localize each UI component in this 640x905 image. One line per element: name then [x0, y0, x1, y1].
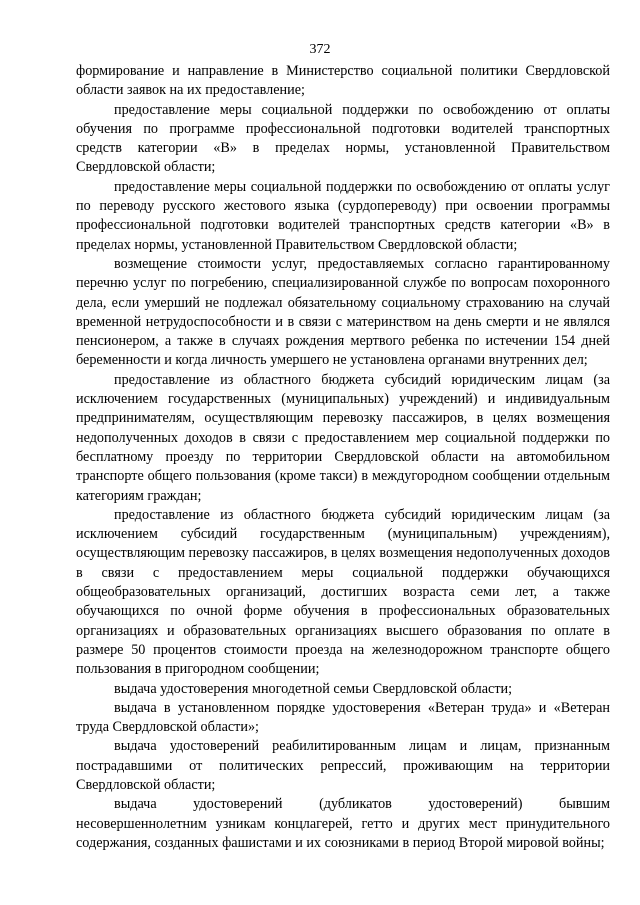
paragraph: предоставление меры социальной поддержки по освобождению от оплаты обучения по программе профессиональной подготовки водителей транспортных средств категории «В» в пределах нормы, установленной Правительством Свердловской области;: [76, 101, 610, 176]
paragraph: предоставление из областного бюджета субсидий юридическим лицам (за исключением государственных (муниципальных) учреждений) и индивидуальным предпринимателям, осуществляющим перевозку пассажиров, в целях возмещения недополученных доходов в связи с предоставлением мер социальной поддержки по бесплатному проезду по территории Свердловской области на автомобильном транспорте общего пользования (кроме такси) в междугородном сообщении отдельным категориям граждан;: [76, 371, 610, 504]
paragraph: выдача удостоверения многодетной семьи Свердловской области;: [114, 680, 513, 697]
paragraph: выдача в установленном порядке удостоверения «Ветеран труда» и «Ветеран труда Свердловской области»;: [76, 699, 610, 736]
paragraph: предоставление меры социальной поддержки по освобождению от оплаты услуг по переводу русского жестового языка (сурдопереводу) при освоении программы профессиональной подготовки водителей транспортных средств категории «В» в пределах нормы, установленной Правительством Свердловской области;: [76, 178, 610, 253]
document-body: [76, 62, 610, 853]
paragraph: возмещение стоимости услуг, предоставляемых согласно гарантированному перечню услуг по погребению, специализированной службе по вопросам похоронного дела, если умерший не подлежал обязательному социальному страхованию на случай временной нетрудоспособности и в связи с материнством на день смерти и не являлся пенсионером, а также в случаях рождения мертвого ребенка по истечении 154 дней беременности и когда личность умершего не установлена органами внутренних дел;: [76, 255, 610, 369]
paragraph: предоставление из областного бюджета субсидий юридическим лицам (за исключением субсидий государственным (муниципальным) учреждениям), осуществляющим перевозку пассажиров, в целях возмещения недополученных доходов в связи с предоставлением меры социальной поддержки обучающихся общеобразовательных организаций, достигших возраста семи лет, а также обучающихся по очной форме обучения в профессиональных образовательных организациях и образовательных организациях высшего образования по оплате в размере 50 процентов стоимости проезда на железнодорожном транспорте общего пользования в пригородном сообщении;: [76, 506, 610, 678]
paragraph: выдача удостоверений (дубликатов удостоверений) бывшим несовершеннолетним узникам концлагерей, гетто и других мест принудительного содержания, созданных фашистами и их союзниками в период Второй мировой войны;: [76, 796, 610, 851]
paragraph: выдача удостоверений реабилитированным лицам и лицам, признанным пострадавшими от политических репрессий, проживающим на территории Свердловской области;: [76, 738, 610, 793]
paragraph: формирование и направление в Министерство социальной политики Свердловской области заявок на их предоставление;: [76, 63, 610, 99]
page-number: 372: [309, 42, 331, 57]
